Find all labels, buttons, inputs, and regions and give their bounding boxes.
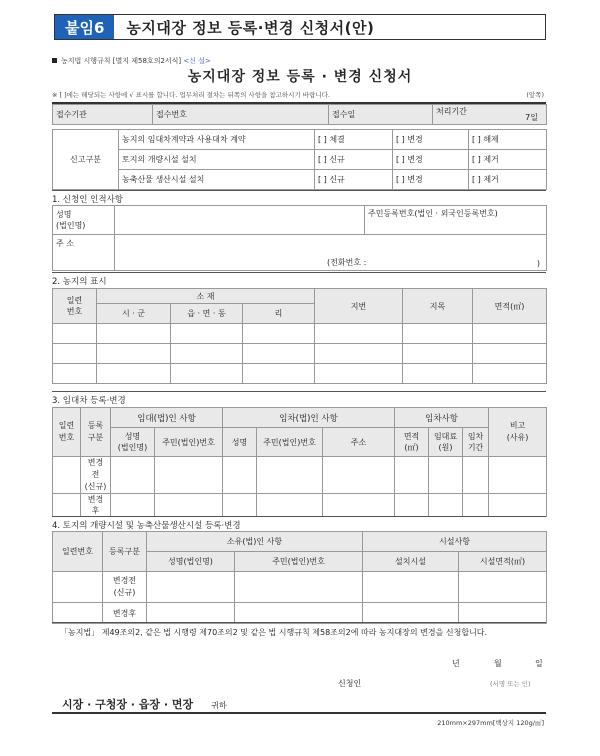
col-lease: 임차사항	[395, 408, 489, 428]
receipt-date: 접수일	[329, 105, 433, 125]
col-eup: 읍 · 면 · 동	[171, 304, 243, 324]
lease-table	[52, 407, 546, 517]
col-lease-period: 임차 기간	[463, 428, 489, 457]
col-remark: 비고 (사유)	[489, 408, 547, 457]
row-before-label: 변경전 (신규)	[81, 457, 111, 494]
date-month[interactable]: 월	[494, 659, 502, 668]
col-type: 등록구분	[103, 532, 147, 572]
col-lease-rent: 임대료 (원)	[429, 428, 463, 457]
receipt-block	[52, 102, 546, 190]
addressee: 시장 · 구청장 · 읍장 · 면장 귀하	[62, 698, 227, 711]
applicant-id-field[interactable]: 주민등록번호(법인 · 외국인등록번호)	[365, 206, 547, 235]
section-4-title: 4. 토지의 개량시설 및 농축산물생산시설 등록·변경	[52, 521, 241, 531]
col-serial: 일련 번호	[53, 408, 81, 457]
signature-field[interactable]: (서명 또는 인)	[490, 680, 531, 688]
col-lessee: 임차(법)인 사항	[223, 408, 395, 428]
table-row[interactable]	[53, 364, 547, 384]
col-location: 소 재	[97, 289, 315, 304]
col-lessee-name: 성명	[223, 428, 257, 457]
receipt-agency: 접수기관	[53, 105, 153, 125]
col-lessor: 임대(법)인 사항	[111, 408, 223, 428]
receipt-number: 접수번호	[153, 105, 329, 125]
report-item: 농지의 임대차계약과 사용대차 계약	[119, 130, 315, 150]
date-day[interactable]: 일	[535, 659, 543, 668]
banner	[54, 14, 546, 40]
col-serial: 일련 번호	[53, 289, 97, 324]
col-area: 면적(㎡)	[473, 289, 547, 324]
col-lessor-name: 성명 (법인명)	[111, 428, 155, 457]
banner-title: 농지대장 정보 등록·변경 신청서(안)	[126, 18, 375, 37]
report-item: 농축산물 생산시설 설치	[119, 170, 315, 190]
col-lessee-rrn: 주민(법인)번호	[257, 428, 323, 457]
col-owner: 소유(법)인 사항	[147, 532, 363, 552]
report-type-label: 신고구분	[53, 130, 119, 190]
col-ri: 리	[243, 304, 315, 324]
facility-table	[52, 531, 546, 624]
table-row[interactable]	[53, 324, 547, 344]
checkbox-option[interactable]: [ ] 제거	[469, 170, 547, 190]
checkbox-option[interactable]: [ ] 해제	[469, 130, 547, 150]
col-serial: 일련번호	[53, 532, 103, 572]
date-year[interactable]: 년	[452, 659, 460, 668]
col-owner-name: 성명(법인명)	[147, 552, 235, 572]
new-establish-label: <신 설>	[183, 57, 211, 65]
law-reference-text: 농지법 시행규칙 [별지 제58호의2서식]	[61, 57, 182, 65]
checkbox-option[interactable]: [ ] 신규	[315, 150, 393, 170]
col-lease-area: 면적 (㎡)	[395, 428, 429, 457]
addressee-suffix: 귀하	[211, 701, 227, 710]
table-row[interactable]	[53, 603, 547, 624]
table-row[interactable]	[53, 494, 547, 517]
form-title: 농지대장 정보 등록 · 변경 신청서	[187, 69, 413, 85]
col-facility: 시설사항	[363, 532, 547, 552]
applicant-name-field[interactable]	[115, 206, 365, 235]
report-item: 토지의 개량시설 설치	[119, 150, 315, 170]
col-lessee-addr: 주소	[323, 428, 395, 457]
section-1-title: 1. 신청인 인적사항	[52, 195, 123, 205]
checkbox-option[interactable]: [ ] 변경	[393, 170, 469, 190]
paper-spec: 210mm×297mm[백상지 120g/㎡]	[437, 719, 544, 727]
checkbox-option[interactable]: [ ] 변경	[393, 130, 469, 150]
law-reference	[52, 56, 211, 66]
row-after-label: 변경후	[103, 603, 147, 624]
col-owner-rrn: 주민(법인)번호	[235, 552, 363, 572]
col-facility-area: 시설면적(㎡)	[459, 552, 547, 572]
applicant-address-field[interactable]: (전화번호 : )	[115, 235, 547, 271]
processing-period: 처리기간 7일	[433, 105, 547, 125]
table-row[interactable]	[53, 572, 547, 603]
page-side-label: (앞쪽)	[526, 91, 544, 99]
applicant-block	[52, 205, 546, 271]
row-after-label: 변경후	[81, 494, 111, 517]
col-sigun: 시 · 군	[97, 304, 171, 324]
col-jibun: 지번	[315, 289, 403, 324]
section-2-title: 2. 농지의 표시	[52, 277, 107, 287]
instruction-note: ※ [ ]에는 해당되는 사항에 √ 표시를 합니다. 업무처리 절차는 뒤쪽의 사항을 참고하시기 바랍니다.	[52, 91, 330, 99]
section-3-title: 3. 임대차 등록·변경	[52, 396, 126, 406]
checkbox-option[interactable]: [ ] 신규	[315, 170, 393, 190]
col-lessor-rrn: 주민(법인)번호	[155, 428, 223, 457]
applicant-name-label: 성명 (법인명)	[53, 206, 115, 235]
col-type: 등록 구분	[81, 408, 111, 457]
declaration-text: 「농지법」 제49조의2, 같은 법 시행령 제70조의2 및 같은 법 시행규칙 제58조의2에 따라 농지대장의 변경을 신청합니다.	[60, 628, 488, 637]
col-facility-type: 설치시설	[363, 552, 459, 572]
checkbox-option[interactable]: [ ] 체결	[315, 130, 393, 150]
table-row[interactable]	[53, 457, 547, 494]
applicant-label: 신청인	[338, 679, 362, 688]
square-bullet-icon	[52, 58, 57, 63]
checkbox-option[interactable]: [ ] 제거	[469, 150, 547, 170]
row-before-label: 변경전 (신규)	[103, 572, 147, 603]
attachment-tag: 붙임6	[55, 15, 114, 39]
applicant-address-label: 주 소	[53, 235, 115, 271]
table-row[interactable]	[53, 344, 547, 364]
farmland-table	[52, 288, 546, 384]
col-jimok: 지목	[403, 289, 473, 324]
checkbox-option[interactable]: [ ] 변경	[393, 150, 469, 170]
